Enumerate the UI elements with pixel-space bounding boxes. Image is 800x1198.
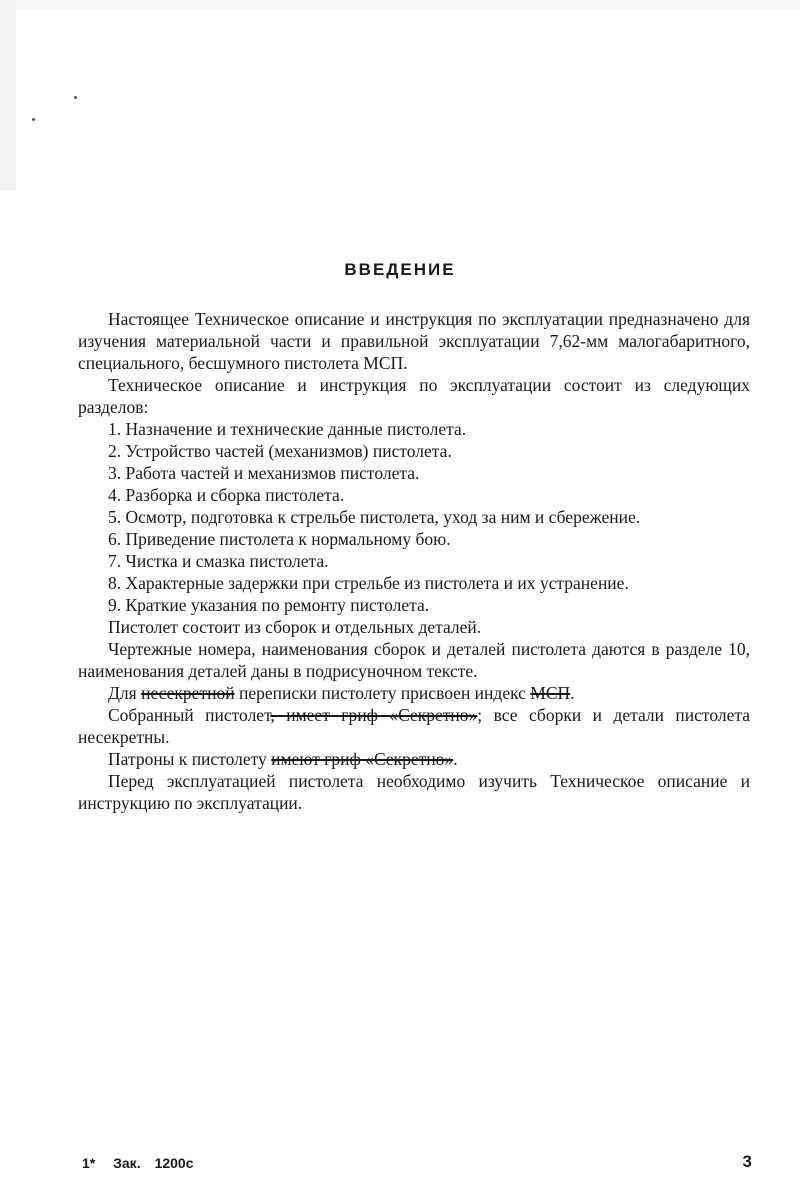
assembled-note-before: Собранный пистолет	[108, 705, 271, 725]
struck-text: МСП	[530, 683, 571, 703]
page-number: 3	[742, 1152, 752, 1171]
list-item: 2. Устройство частей (механизмов) пистолета.	[108, 441, 452, 461]
list-item: 6. Приведение пистолета к нормальному бою.	[108, 529, 451, 549]
order-number: 1200с	[154, 1155, 194, 1171]
scan-speck	[32, 118, 35, 121]
scan-edge-left	[0, 0, 16, 190]
scan-edge-top	[0, 0, 800, 10]
document-body	[78, 308, 750, 814]
paragraph: Перед эксплуатацией пистолета необходимо изучить Техническое описание и инструкцию по эксплуатации.	[78, 771, 750, 813]
list-item: 9. Краткие указания по ремонту пистолета.	[108, 595, 430, 615]
list-item: 3. Работа частей и механизмов пистолета.	[108, 463, 420, 483]
index-note-before: Для	[108, 683, 137, 703]
assembled-note	[78, 704, 750, 748]
page-title: ВВЕДЕНИЕ	[344, 260, 456, 279]
cartridges-note	[78, 748, 750, 770]
list-item: 8. Характерные задержки при стрельбе из пистолета и их устранение.	[108, 573, 629, 593]
struck-text: , имеет гриф «Секретно»	[270, 705, 478, 725]
assembled-note-after: ; все сборки и детали пистолета несекретны.	[78, 705, 750, 747]
cartridges-note-after: .	[453, 749, 458, 769]
cartridges-note-before: Патроны к пистолету	[108, 749, 267, 769]
struck-text: несекретной	[141, 683, 235, 703]
index-note	[78, 682, 750, 704]
signature-mark: 1*	[82, 1155, 96, 1171]
list-item: 7. Чистка и смазка пистолета.	[108, 551, 329, 571]
scan-speck	[74, 96, 77, 99]
index-note-middle: переписки пистолету присвоен индекс	[238, 683, 526, 703]
list-item: 1. Назначение и технические данные пистолета.	[108, 419, 467, 439]
paragraph: Пистолет состоит из сборок и отдельных деталей.	[108, 617, 482, 637]
list-item: 4. Разборка и сборка пистолета.	[108, 485, 345, 505]
paragraph: Настоящее Техническое описание и инструкция по эксплуатации предназначено для изучения материальной части и правильной эксплуатации 7,62-мм малогабаритного, специального, бесшумного пистолета МСП.	[78, 309, 750, 373]
index-note-after: .	[570, 683, 575, 703]
paragraph: Техническое описание и инструкция по эксплуатации состоит из следующих разделов:	[78, 375, 750, 417]
paragraph: Чертежные номера, наименования сборок и деталей пистолета даются в разделе 10, наименования деталей даны в подрисуночном тексте.	[78, 639, 750, 681]
struck-text: имеют гриф «Секретно»	[271, 749, 454, 769]
list-item: 5. Осмотр, подготовка к стрельбе пистолета, уход за ним и сбережение.	[108, 507, 641, 527]
order-label: Зак.	[113, 1155, 141, 1171]
footer-imprint	[82, 1155, 208, 1171]
